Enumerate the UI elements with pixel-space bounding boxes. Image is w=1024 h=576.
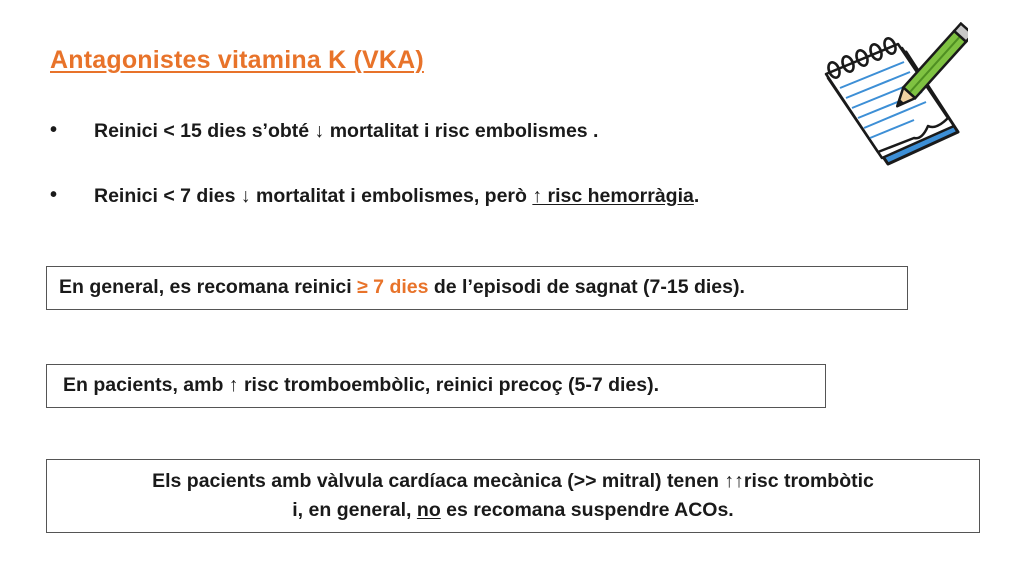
recommendation-box-general — [46, 266, 908, 310]
bullet-marker: • — [50, 184, 58, 206]
bullet-text — [94, 185, 699, 208]
box3-line2-underlined: no — [416, 499, 441, 521]
box2-text: En pacients, amb ↑ risc tromboembòlic, reinici precoç (5-7 dies). — [63, 374, 660, 396]
box1-highlight: ≥ 7 dies — [357, 276, 429, 298]
bullet-text-underlined: ↑ risc hemorràgia — [532, 185, 694, 207]
slide-title: Antagonistes vitamina K (VKA) — [50, 46, 424, 74]
box3-line2-after: es recomana suspendre ACOs. — [440, 499, 734, 521]
bullet-text-before: Reinici < 7 dies ↓ mortalitat i embolismes, però — [94, 185, 533, 207]
box1-text-after: de l’episodi de sagnat (7-15 dies). — [428, 276, 745, 298]
box3-line2 — [47, 496, 979, 525]
recommendation-box-mechanical-valve — [46, 459, 980, 533]
recommendation-box-thromboembolic — [46, 364, 826, 408]
bullet-text: Reinici < 15 dies s’obté ↓ mortalitat i risc embolismes . — [94, 120, 599, 142]
bullet-text-after: . — [693, 185, 700, 207]
box3-line1: Els pacients amb vàlvula cardíaca mecànica (>> mitral) tenen ↑↑risc trombòtic — [152, 470, 874, 492]
notepad-pencil-icon — [818, 22, 968, 170]
box1-text-before: En general, es recomana reinici — [59, 276, 358, 298]
box3-line2-before: i, en general, — [292, 499, 417, 521]
bullet-marker: • — [50, 119, 58, 141]
